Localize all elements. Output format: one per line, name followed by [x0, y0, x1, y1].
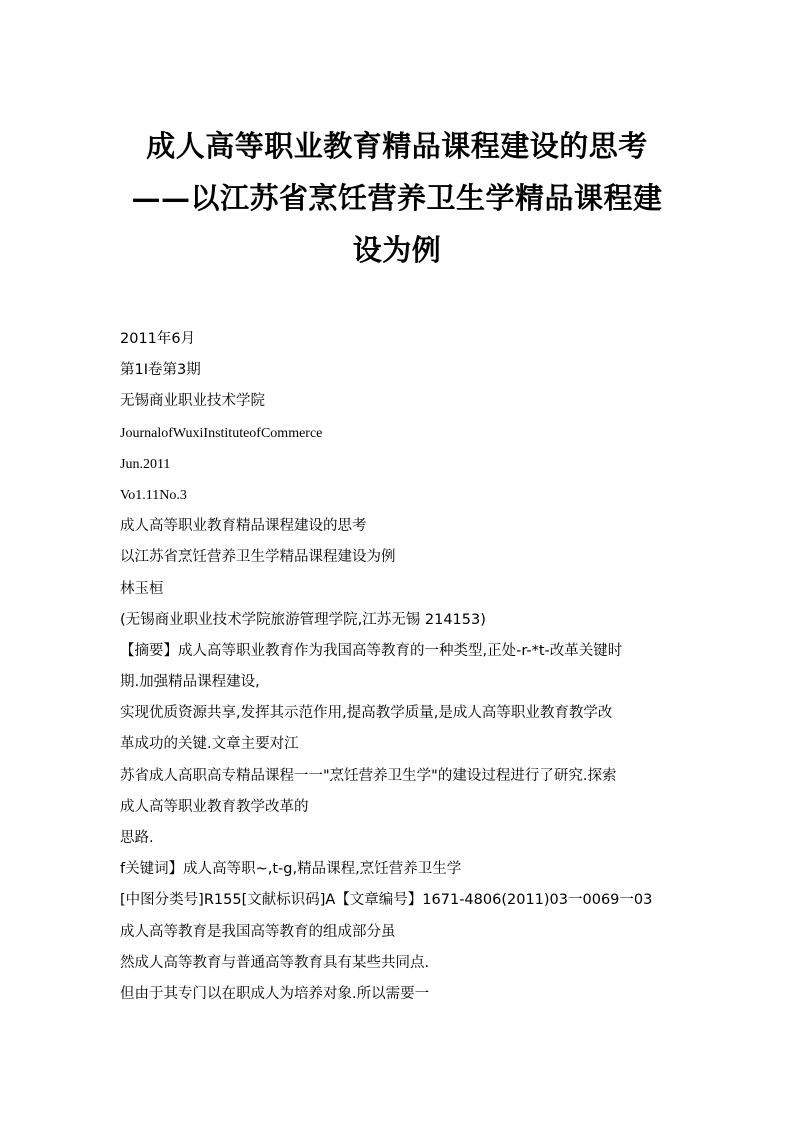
author-affiliation: (无锡商业职业技术学院旅游管理学院,江苏无锡 214153): [120, 611, 486, 628]
publication-date: 2011年6月: [120, 331, 196, 347]
abstract-line: 【摘要】成人高等职业教育作为我国高等教育的一种类型,正处-r-*t-改革关键时: [120, 642, 623, 659]
keywords-line: f关键词】成人高等职~,t-g,精品课程,烹饪营养卫生学: [120, 861, 462, 878]
institution-name: 无锡商业职业技术学院: [120, 393, 265, 410]
body-text-line: 但由于其专门以在职成人为培养对象.所以需要一: [120, 985, 430, 1002]
classification-line: [中图分类号]R155[文献标识码]A【文章编号】1671-4806(2011)03一0069一03: [120, 892, 653, 909]
title-line-3: 设为例: [352, 233, 442, 267]
abstract-line: 成人高等职业教育教学改革的: [120, 798, 309, 815]
abstract-line: 思路.: [120, 830, 154, 846]
volume-issue: 第1I卷第3期: [120, 362, 201, 379]
title-line-1: 成人高等职业教育精品课程建设的思考: [146, 129, 648, 163]
document-title: [100, 120, 694, 276]
publication-date-en: Jun.2011: [120, 456, 171, 472]
author-name: 林玉桓: [120, 580, 164, 597]
volume-issue-en: Vo1.11No.3: [120, 487, 187, 503]
title-line-2: ——以江苏省烹饪营养卫生学精品课程建: [131, 181, 663, 215]
body-text-line: 成人高等教育是我国高等教育的组成部分虽: [120, 923, 396, 940]
document-body: [120, 324, 700, 1010]
abstract-line: 期.加强精品课程建设,: [120, 674, 260, 691]
paper-title: 成人高等职业教育精品课程建设的思考: [120, 518, 367, 535]
journal-name-en: JournalofWuxiInstituteofCommerce: [120, 425, 323, 441]
abstract-line: 苏省成人高职高专精品课程一一"烹饪营养卫生学"的建设过程进行了研究.探索: [120, 767, 617, 784]
body-text-line: 然成人高等教育与普通高等教育具有某些共同点.: [120, 954, 430, 971]
abstract-line: 革成功的关键.文章主要对江: [120, 736, 299, 753]
paper-subtitle: 以江苏省烹饪营养卫生学精品课程建设为例: [120, 549, 396, 566]
abstract-line: 实现优质资源共享,发挥其示范作用,提高教学质量,是成人高等职业教育教学改: [120, 705, 613, 722]
